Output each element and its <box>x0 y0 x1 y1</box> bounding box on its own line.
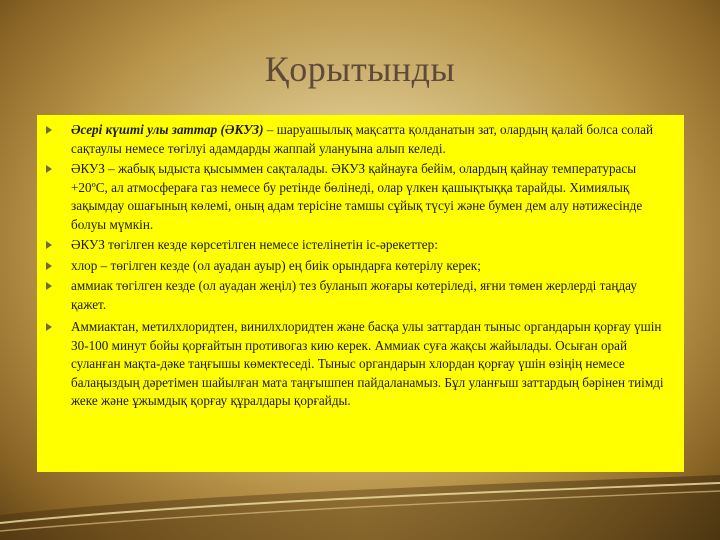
item-text: аммиак төгілген кезде (ол ауадан жеңіл) тез буланып жоғары көтеріледі, яғни төмен жерлерді таңдау қажет. <box>71 278 637 312</box>
decorative-swoosh <box>0 465 720 540</box>
triangle-bullet-icon <box>46 126 52 134</box>
triangle-bullet-icon <box>46 262 52 270</box>
list-item <box>45 160 674 234</box>
bullet-list <box>45 121 674 411</box>
triangle-bullet-icon <box>46 323 52 331</box>
triangle-bullet-icon <box>46 241 52 249</box>
list-item <box>45 236 674 255</box>
item-text: хлор – төгілген кезде (ол ауадан ауыр) ең биік орындарға көтерілу керек; <box>71 257 481 273</box>
item-text: ӘКУЗ төгілген кезде көрсетілген немесе істелінетін іс-әрекеттер: <box>71 237 438 252</box>
item-term: Әсері күшті улы заттар (ӘКУЗ) <box>71 122 264 137</box>
list-item <box>45 318 674 411</box>
slide-title: Қорытынды <box>264 49 456 89</box>
item-text: – шаруашылық мақсатта қолданатын зат, олардың қалай болса солай сақтаулы немесе төгілуі адамдарды жаппай улануына алып келеді. <box>71 122 654 156</box>
item-text: Аммиактан, метилхлоридтен, винилхлоридтен және басқа улы заттардан тыныс органдарын қорғау үшін 30-100 минут бойы қорғайтын противогаз кию керек. Аммиак суға жақсы жайылады. Осыған орай суланған мақта-дәке таңғышы көмектеседі. Тыныс органдарын хлордан қорғау үшін өзіңің немесе балаңыздың дәретімен шайылған мата таңғышпен пайдаланамыз. Бұл уланғыш заттардың бәрінен тиімді жеке және ұжымдық қорғау құралдары қорғайды. <box>71 319 664 408</box>
list-item <box>45 121 674 158</box>
list-item <box>45 277 674 314</box>
item-text: ӘКУЗ – жабық ыдыста қысыммен сақталады. ӘКУЗ қайнауға бейім, олардың қайнау температурасы +20ºС, ал атмосфераға газ немесе бу ретінде бөлінеді, олар үлкен қашықтыққа тарайды. Химиялық зақымдау ошағының көлемі, оның адам терісіне тамшы сұйық түсуі және бумен дем алу нәтижесінде болуы мүмкін. <box>71 161 643 232</box>
content-panel <box>37 115 684 472</box>
triangle-bullet-icon <box>46 282 52 290</box>
list-item <box>45 257 674 276</box>
triangle-bullet-icon <box>46 165 52 173</box>
